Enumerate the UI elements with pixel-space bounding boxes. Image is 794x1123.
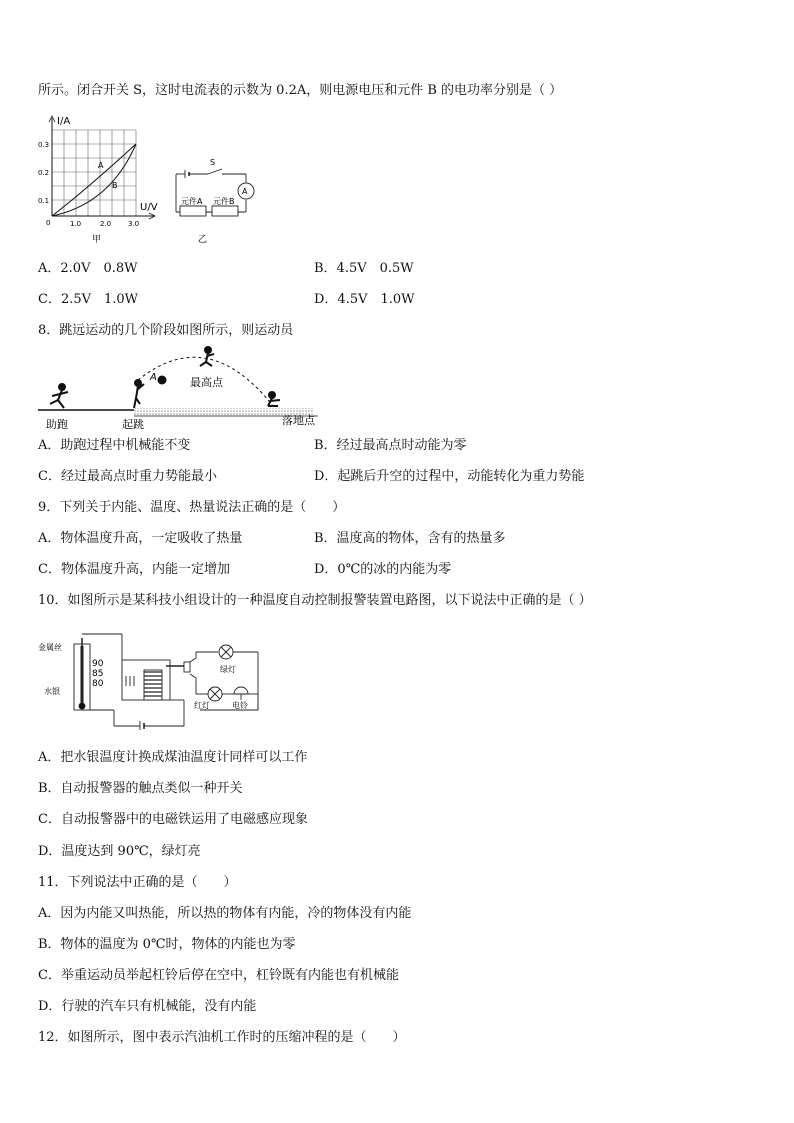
q7-option-c: C．2.5V 1.0W (38, 292, 139, 307)
caption-jia: 甲 (92, 235, 102, 245)
q9-option-d: D．0℃的冰的内能为零 (314, 562, 452, 577)
q10-option-b: B．自动报警器的触点类似一种开关 (38, 781, 243, 796)
q7-option-a: A．2.0V 0.8W (38, 261, 138, 276)
svg-text:0.2: 0.2 (38, 169, 50, 177)
q7-stem-tail: 所示。闭合开关 S，这时电流表的示数为 0.2A，则电源电压和元件 B 的电功率分别是（ ） (38, 83, 563, 98)
svg-text:0.1: 0.1 (38, 197, 50, 205)
svg-text:3.0: 3.0 (128, 220, 140, 228)
landing-jumper-icon (268, 392, 280, 406)
svg-text:2.0: 2.0 (100, 220, 112, 228)
svg-text:元件A: 元件A (181, 197, 203, 206)
q8-option-b: B．经过最高点时动能为零 (314, 438, 467, 453)
svg-text:B: B (112, 181, 118, 190)
svg-text:S: S (210, 158, 216, 167)
q9-stem: 9．下列关于内能、温度、热量说法正确的是（ ） (38, 500, 346, 515)
svg-text:A: A (150, 372, 157, 383)
q8-option-c: C．经过最高点时重力势能最小 (38, 469, 217, 484)
svg-text:红灯: 红灯 (194, 701, 210, 710)
q7-xlabel: U/V (140, 202, 158, 213)
q10-stem: 10．如图所示是某科技小组设计的一种温度自动控制报警装置电路图，以下说法中正确的是（ ） (38, 593, 592, 608)
svg-text:元件B: 元件B (213, 197, 235, 206)
svg-text:起跳: 起跳 (122, 418, 144, 431)
flying-jumper-icon (200, 347, 214, 366)
q7-option-b: B．4.5V 0.5W (314, 261, 414, 276)
svg-text:A: A (98, 161, 104, 170)
jumper-icon (134, 380, 144, 408)
svg-text:80: 80 (92, 679, 104, 689)
svg-text:最高点: 最高点 (190, 376, 223, 389)
q11-option-d: D．行驶的汽车只有机械能，没有内能 (38, 999, 257, 1014)
svg-text:助跑: 助跑 (46, 418, 68, 431)
q9-option-b: B．温度高的物体，含有的热量多 (314, 531, 506, 546)
q10-option-a: A．把水银温度计换成煤油温度计同样可以工作 (38, 750, 308, 765)
q12-stem: 12．如图所示，图中表示汽油机工作时的压缩冲程的是（ ） (38, 1030, 406, 1045)
ammeter-icon: A (242, 187, 248, 196)
svg-text:0: 0 (46, 219, 51, 227)
svg-text:金属丝: 金属丝 (38, 643, 62, 652)
svg-text:1.0: 1.0 (70, 220, 82, 228)
q8-stem: 8．跳远运动的几个阶段如图所示，则运动员 (38, 323, 294, 338)
q8-figure (38, 344, 338, 432)
svg-text:水银: 水银 (44, 687, 60, 696)
q8-option-d: D．起跳后升空的过程中，动能转化为重力势能 (314, 469, 585, 484)
q8-option-a: A．助跑过程中机械能不变 (38, 438, 191, 453)
q11-option-a: A．因为内能又叫热能，所以热的物体有内能，冷的物体没有内能 (38, 906, 412, 921)
runner-icon (50, 384, 68, 408)
svg-text:0.3: 0.3 (38, 141, 50, 149)
svg-text:落地点: 落地点 (282, 414, 315, 427)
q9-option-a: A．物体温度升高，一定吸收了热量 (38, 531, 243, 546)
svg-text:绿灯: 绿灯 (220, 665, 236, 674)
caption-yi: 乙 (198, 235, 208, 245)
curve-a (52, 144, 136, 216)
q7-option-d: D．4.5V 1.0W (314, 292, 415, 307)
q11-stem: 11．下列说法中正确的是（ ） (38, 875, 237, 890)
q7-figure (30, 112, 260, 246)
svg-text:电铃: 电铃 (232, 701, 248, 710)
q9-option-c: C．物体温度升高，内能一定增加 (38, 562, 230, 577)
q10-figure (36, 630, 266, 730)
q10-option-d: D．温度达到 90℃，绿灯亮 (38, 844, 201, 859)
point-a (158, 376, 167, 385)
q7-ylabel: I/A (57, 116, 71, 127)
q11-option-b: B．物体的温度为 0℃时，物体的内能也为零 (38, 937, 296, 952)
svg-text:90: 90 (92, 659, 104, 669)
q11-option-c: C．举重运动员举起杠铃后停在空中，杠铃既有内能也有机械能 (38, 968, 399, 983)
svg-text:85: 85 (92, 669, 104, 679)
q10-option-c: C．自动报警器中的电磁铁运用了电磁感应现象 (38, 812, 308, 827)
